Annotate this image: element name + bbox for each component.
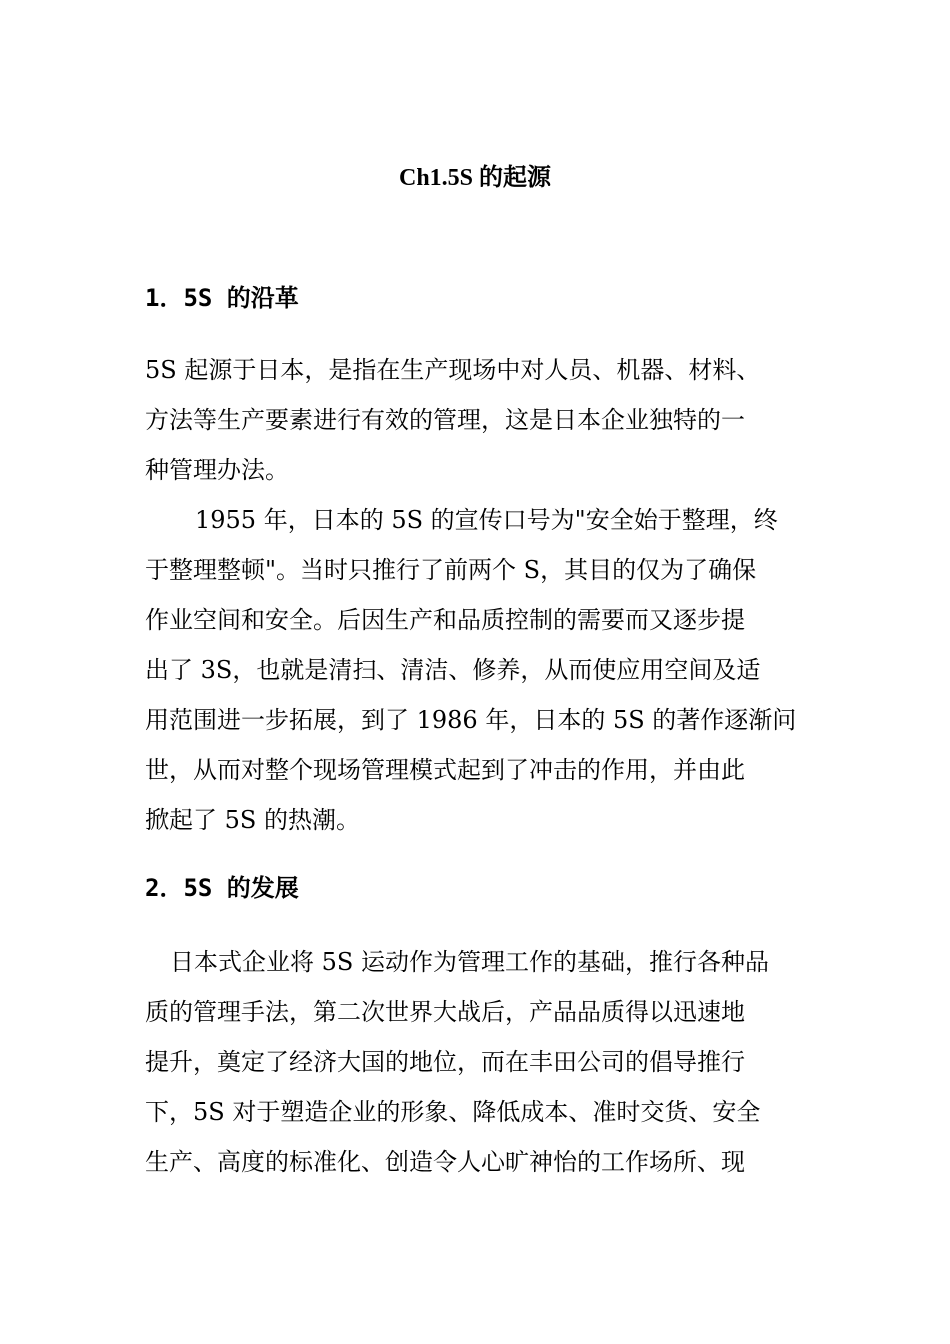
paragraph-line: 出了 3S，也就是清扫、清洁、修养，从而使应用空间及适 bbox=[145, 656, 761, 684]
paragraph-line: 提升，奠定了经济大国的地位，而在丰田公司的倡导推行 bbox=[145, 1048, 745, 1076]
paragraph-line: 下，5S 对于塑造企业的形象、降低成本、准时交货、安全 bbox=[145, 1098, 761, 1126]
paragraph-line: 质的管理手法，第二次世界大战后，产品品质得以迅速地 bbox=[145, 998, 745, 1026]
paragraph-line: 生产、高度的标准化、创造令人心旷神怡的工作场所、现 bbox=[145, 1148, 745, 1176]
paragraph-line: 用范围进一步拓展，到了 1986 年，日本的 5S 的著作逐渐问 bbox=[145, 706, 797, 734]
paragraph-line: 掀起了 5S 的热潮。 bbox=[145, 806, 360, 834]
paragraph-line: 日本式企业将 5S 运动作为管理工作的基础，推行各种品 bbox=[170, 948, 769, 976]
paragraph-line: 作业空间和安全。后因生产和品质控制的需要而又逐步提 bbox=[145, 606, 745, 634]
paragraph-line: 世，从而对整个现场管理模式起到了冲击的作用，并由此 bbox=[145, 756, 745, 784]
page-title: Ch1.5S 的起源 bbox=[398, 165, 552, 191]
paragraph-line: 种管理办法。 bbox=[145, 456, 289, 484]
paragraph-line: 于整理整顿"。当时只推行了前两个 S，其目的仅为了确保 bbox=[145, 556, 757, 584]
paragraph-line: 方法等生产要素进行有效的管理，这是日本企业独特的一 bbox=[145, 406, 745, 434]
paragraph-line: 5S 起源于日本，是指在生产现场中对人员、机器、材料、 bbox=[145, 356, 761, 384]
paragraph-line: 1955 年，日本的 5S 的宣传口号为"安全始于整理，终 bbox=[195, 506, 778, 534]
section-heading-development: 2．5S 的发展 bbox=[145, 874, 299, 902]
section-heading-history: 1．5S 的沿革 bbox=[145, 284, 299, 312]
